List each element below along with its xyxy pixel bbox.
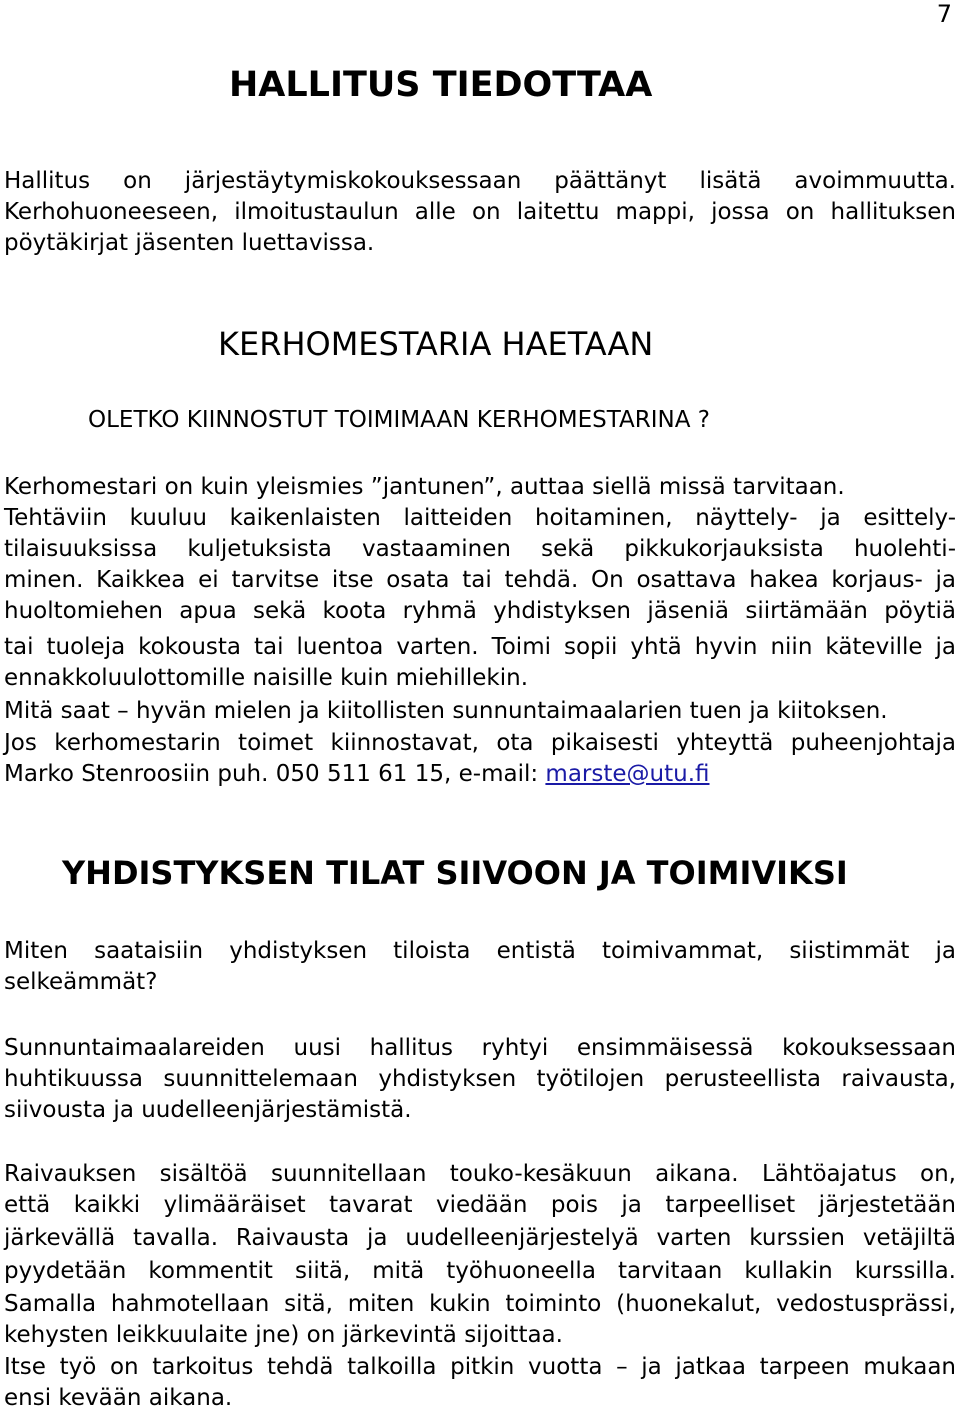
paragraph-line: kehysten leikkuulaite jne) on järkevintä sijoittaa. <box>4 1322 563 1348</box>
paragraph-line: Hallitus on järjestäytymiskokouksessaan päättänyt lisätä avoimmuutta. <box>4 168 956 194</box>
contact-line <box>4 763 956 786</box>
heading-yhdistyksen-tilat: YHDISTYKSEN TILAT SIIVOON JA TOIMIVIKSI <box>62 854 848 892</box>
paragraph-line: Jos kerhomestarin toimet kiinnostavat, ota pikaisesti yhteyttä puheenjohtaja <box>4 730 956 756</box>
paragraph-line: Tehtäviin kuuluu kaikenlaisten laitteiden hoitaminen, näyttely- ja esittely- <box>4 505 956 531</box>
paragraph-line: Kerhomestari on kuin yleismies ”jantunen”, auttaa siellä missä tarvitaan. <box>4 474 845 500</box>
heading-hallitus-tiedottaa: HALLITUS TIEDOTTAA <box>229 65 653 105</box>
paragraph-line: tilaisuuksissa kuljetuksista vastaaminen sekä pikkukorjauksista huolehti- <box>4 536 956 562</box>
contact-prefix: Marko Stenroosiin puh. 050 511 61 15, e-mail: <box>4 761 546 787</box>
paragraph-line: pyydetään kommentit siitä, mitä työhuoneella tarvitaan kullakin kurssilla. <box>4 1258 956 1284</box>
paragraph-line: Samalla hahmotellaan sitä, miten kukin toiminto (huonekalut, vedostusprässi, <box>4 1291 956 1317</box>
paragraph-line: Mitä saat – hyvän mielen ja kiitollisten sunnuntaimaalarien tuen ja kiitoksen. <box>4 698 888 724</box>
paragraph-line: Miten saataisiin yhdistyksen tiloista entistä toimivammat, siistimmät ja <box>4 938 956 964</box>
paragraph-line: minen. Kaikkea ei tarvitse itse osata tai tehdä. On osattava hakea korjaus- ja <box>4 567 956 593</box>
paragraph-line: selkeämmät? <box>4 969 158 995</box>
paragraph-line: Itse työ on tarkoitus tehdä talkoilla pitkin vuotta – ja jatkaa tarpeen mukaan <box>4 1354 956 1380</box>
paragraph-line: ensi kevään aikana. <box>4 1385 233 1411</box>
paragraph-line: järkevällä tavalla. Raivausta ja uudelleenjärjestelyä varten kurssien vetäjiltä <box>4 1225 956 1251</box>
subheading-kerhomestari-question: OLETKO KIINNOSTUT TOIMIMAAN KERHOMESTARINA ? <box>88 407 710 433</box>
paragraph-line: tai tuoleja kokousta tai luentoa varten. Toimi sopii yhtä hyvin niin käteville ja <box>4 634 956 660</box>
paragraph-line: Kerhohuoneeseen, ilmoitustaulun alle on laitettu mappi, jossa on hallituksen <box>4 199 956 225</box>
paragraph-line: että kaikki ylimääräiset tavarat viedään pois ja tarpeelliset järjestetään <box>4 1192 956 1218</box>
page-number: 7 <box>936 0 952 28</box>
paragraph-line: siivousta ja uudelleenjärjestämistä. <box>4 1097 412 1123</box>
paragraph-line: Raivauksen sisältöä suunnitellaan touko-kesäkuun aikana. Lähtöajatus on, <box>4 1161 956 1187</box>
paragraph-line: pöytäkirjat jäsenten luettavissa. <box>4 230 375 256</box>
heading-kerhomestaria-haetaan: KERHOMESTARIA HAETAAN <box>218 325 654 363</box>
email-link[interactable]: marste@utu.fi <box>545 761 710 787</box>
paragraph-line: ennakkoluulottomille naisille kuin miehillekin. <box>4 665 529 691</box>
paragraph-line: Sunnuntaimaalareiden uusi hallitus ryhtyi ensimmäisessä kokouksessaan <box>4 1035 956 1061</box>
paragraph-line: huhtikuussa suunnittelemaan yhdistyksen työtilojen perusteellista raivausta, <box>4 1066 956 1092</box>
paragraph-line: huoltomiehen apua sekä koota ryhmä yhdistyksen jäseniä siirtämään pöytiä <box>4 598 956 624</box>
